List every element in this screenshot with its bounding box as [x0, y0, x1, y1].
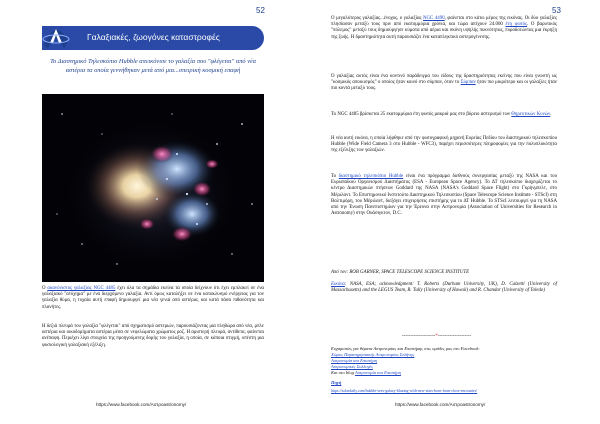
- article-subtitle: Το Διαστημικό Τηλεσκόπιο Hubble απεικόνισε το γαλαξία που "φλέγεται" από νέα αστέρια τα οποία γεννήθηκαν μετά από μια...σπειρική κοσμική επαφή: [50, 58, 256, 74]
- author-line: Από τον: ROB GARNER, SPACE TELESCOPE SCIENCE INSTITUTE: [331, 270, 470, 275]
- universe-link[interactable]: Σύμπαν: [460, 80, 476, 86]
- paragraph-2: Ο γαλαξίας αυτός είναι ένα κοντινό παράδειγμα του είδους της δραστηριότητας εκείνης που είναι γνωστή ως "κοσμικός αποικισμός" ο οποίος ήταν κοινό στο σύμπαν, όταν το Σύμπαν ήταν πιο μικρότερο και οι γαλαξίες ήταν πιο κοντά μεταξύ τους.: [331, 74, 557, 92]
- hubble-link[interactable]: διαστημικό τηλεσκόπιο Hubble: [338, 174, 404, 179]
- groups-intro: Ευχαριστίες για θέματα Αστρονομίας και Επιστήμης στις ομάδες μας στο Facebook:: [331, 346, 480, 351]
- image-credit: Εικόνα: NASA, ESA; acknowledgment: T. Roberts (Durham University, UK), D. Calzetti (University of Massachusetts) and the LEGUS Team, R. Tully (University of Hawaii) and R. Chandar (University of Toledo): [331, 282, 557, 294]
- group-link-3[interactable]: Αστρονομικές Συλλογές: [331, 364, 373, 369]
- banner-title: Γαλαξιακές, ζωογόνες καταστροφές: [87, 32, 220, 42]
- page-footer: https://www.facebook.com/Αστροastronomy/: [395, 402, 486, 407]
- title-banner: [42, 26, 264, 50]
- source-label[interactable]: Πηγή: [331, 380, 342, 385]
- logo-a-icon: [42, 23, 70, 51]
- separator: --------------------*--------------------: [402, 334, 472, 339]
- star-icon: *: [435, 334, 438, 339]
- galaxy-photo: [42, 94, 264, 282]
- source-section: [331, 380, 571, 394]
- paragraph-3: Το NGC 4485 βρίσκεται 25 εκατομμύρια έτη φωτός μακριά μας στο βόρειο αστερισμό των Θηρευτικών Κυνών.: [331, 112, 552, 117]
- blog-line: Και στο blog Αστρονομία και Επιστήμη: [331, 370, 401, 375]
- facebook-groups: [331, 346, 571, 376]
- ngc4490-link[interactable]: NGC 4490: [422, 16, 445, 21]
- paragraph-1: Ο μεγαλύτερος γαλαξίας...ένοχος, ο γαλαξίας NGC 4490, φαίνεται στο κάτω μέρος της εικόνας. Οι δύο γαλαξίες πλησίασαν μεταξύ τους πριν από εκατομμύρια χρόνια, και τώρα απέχουν 24.000 έτη φωτός. Ο βαρυτικός "πόλεμος" μεταξύ τους δημιούργησε κύματα από αέρια και σκόνη υψηλής πυκνότητας, πυροδοτώντας μια έκρηξη της ζωής. Η δραστηριότητα αυτή παρουσιάζει ένα καταπληκτικό αστερογένεσης.: [331, 16, 557, 40]
- light-years-link[interactable]: έτη φωτός: [505, 22, 528, 28]
- caption-paragraph-2: Η δεξιά πλευρά του γαλαξία "φλέγεται" από σχηματισμό αστεριών, παρουσιάζοντας μια πληθώρα από νέα, μπλε αστέρια και οικοδομήματα αστέρια μέσα σε νεφελώματα χρώματος ροζ. Η αριστερή πλευρά, αντίθετα, φαίνεται ανέπαφη. Περιέχει λίγα στοιχεία της προηγούμενης δομής του γαλαξία, η οποία, σε κάποια στιγμή, υπέστη μια φυσιολογική γαλαξιακή εξέλιξη.: [42, 324, 264, 348]
- paragraph-5: Το διαστημικό τηλεσκόπιο Hubble είναι ένα πρόγραμμα διεθνούς συνεργασίας μεταξύ της NASA και του Ευρωπαϊκού Οργανισμού Διαστήματος (ESA - European Space Agency). Το ΔΤ τηλεσκόπιο διαχειρίζεται το κέντρο Διαστημικών πτήσεων Goddard της NASA (NASA's Goddard Space Flight) στο Γκρήνμπελτ, στο Μέριλαντ. Το Επιστημονικό Ινστιτούτο Διαστημικού Τηλεσκοπίου (Space Telescope Science Institute - STScI) στη Βαλτιμόρη, του Μέριλαντ, διεξάγει επιχειρήσεις επιστήμης για το ΔΤ Hubble. Το STScI λειτουργεί για τη NASA από την Ένωση Πανεπιστημίων για την Έρευνα στην Αστρονομία (Association of Universities for Research in Astronomy) στην Ουάσιγκτον, D.C.: [331, 174, 558, 217]
- blog-link[interactable]: Αστρονομία και Επιστήμη: [354, 370, 401, 375]
- source-url[interactable]: https://solardaily.com/hubble-sees-galaxy-blazing-with-new-stars-born-from-close-encounter/: [331, 389, 478, 393]
- canes-venatici-link[interactable]: Θηρευτικών Κυνών: [511, 112, 551, 117]
- paragraph-4: Η νέα αυτή εικόνα, η οποία λήφθηκε από την φωτογραφική μηχανή Ευρείας Πεδίου του διαστημικού τηλεσκοπίου Hubble (Wide Field Camera 3 στο Hubble - WFC3), παρέχει περισσότερες πληροφορίες για την πολυπλοκότητα της εξέλιξης των γαλαξιών.: [331, 136, 557, 154]
- page-number: 52: [256, 6, 265, 15]
- page-footer: https://www.facebook.com/Αστροastronomy/: [96, 402, 187, 407]
- right-page: [300, 0, 600, 424]
- group-link-1[interactable]: Χώρος Παρατηρησιακής Αστρονομίας Σελήνης: [331, 352, 415, 357]
- caption-paragraph-1: Ο ακανόνιστος γαλαξίας NGC 4485 έχει όλα τα σημάδια εκείνα τα οποία δείχνουν ότι έχει εμπλακεί σε ένα γαλαξιακό "ατύχημα" με ένα διερχόμενο γαλαξία. Αντί όμως καταλήξει σε ένα κατακλυσμό ενέργειας για τον γαλαξία θύμα, η τυχαία αυτή επαφή δημιουργεί μια νέα γενιά από αστέρια, και κατά πάσα πιθανότητα και πλανήτες.: [42, 286, 264, 310]
- group-link-2[interactable]: Αστρονομία και Επιστήμη: [331, 358, 377, 363]
- page-number: 53: [552, 6, 561, 15]
- image-credit-link[interactable]: Εικόνα: [331, 282, 345, 287]
- ngc4485-link[interactable]: ακανόνιστος γαλαξίας NGC 4485: [47, 286, 116, 291]
